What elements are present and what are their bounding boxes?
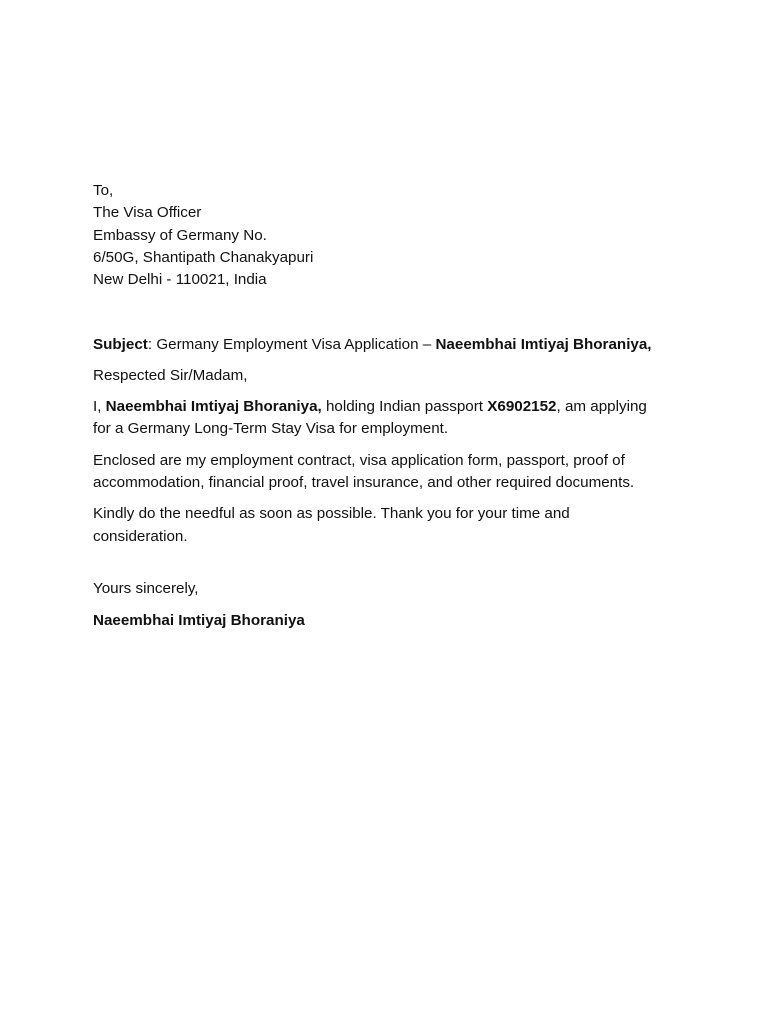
body-paragraph-1 xyxy=(93,396,668,441)
signature: Naeembhai Imtiyaj Bhoraniya xyxy=(93,612,305,630)
p1-passport: X6902152 xyxy=(487,398,557,416)
p1-post: , am applying for a Germany Long-Term Stay Visa for employment. xyxy=(93,398,647,438)
address-city: New Delhi - 110021, India xyxy=(93,271,267,289)
address-title: The Visa Officer xyxy=(93,204,202,222)
p1-mid: holding Indian passport xyxy=(321,398,488,416)
address-org: Embassy of Germany No. xyxy=(93,226,267,244)
letter-page xyxy=(93,180,668,632)
body-paragraph-2: Enclosed are my employment contract, visa application form, passport, proof of accommodation, financial proof, travel insurance, and other required documents. xyxy=(93,451,635,491)
subject-colon: : xyxy=(147,336,153,354)
subject-text: Germany Employment Visa Application – xyxy=(152,336,436,354)
address-to: To, xyxy=(93,182,114,199)
recipient-address xyxy=(93,180,668,291)
subject-label: Subject xyxy=(93,336,148,354)
p1-pre: I, xyxy=(93,398,106,416)
body-paragraph-3: Kindly do the needful as soon as possible. Thank you for your time and consideration. xyxy=(93,505,570,545)
address-street: 6/50G, Shantipath Chanakyapuri xyxy=(93,248,314,266)
p1-name: Naeembhai Imtiyaj Bhoraniya, xyxy=(105,398,322,416)
subject-line xyxy=(93,334,668,356)
salutation: Respected Sir/Madam, xyxy=(93,366,248,384)
subject-name: Naeembhai Imtiyaj Bhoraniya, xyxy=(435,336,652,354)
closing: Yours sincerely, xyxy=(93,579,199,597)
